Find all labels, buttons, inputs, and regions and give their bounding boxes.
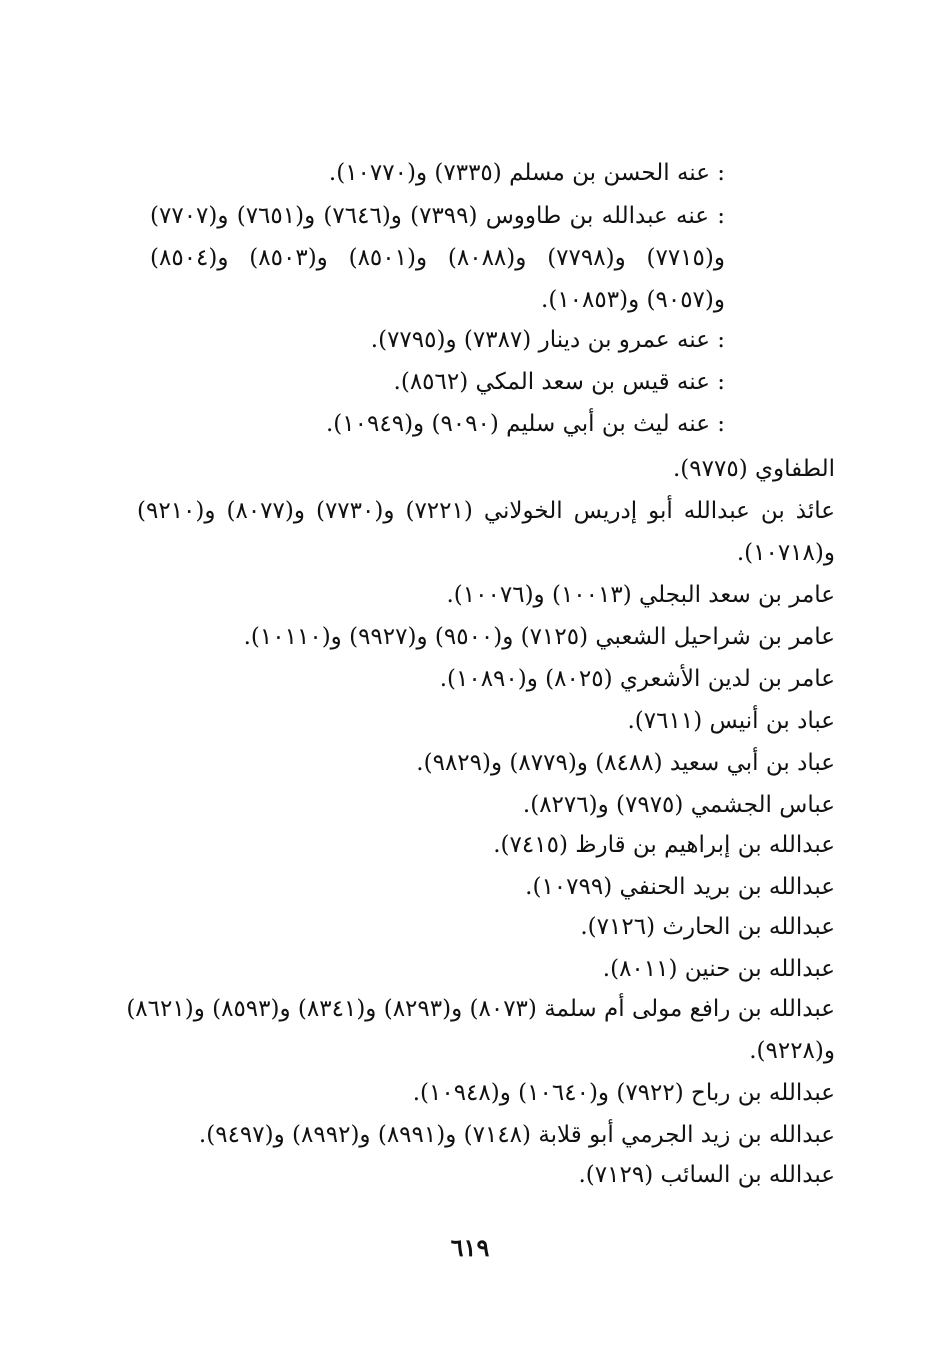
- index-line: : عنه قيس بن سعد المكي (٨٥٦٢).: [393, 369, 725, 395]
- index-line: و(٧٧١٥) و(٧٧٩٨) و(٨٠٨٨) و(٨٥٠١) و(٨٥٠٣) و(٨٥٠٤): [150, 245, 725, 271]
- index-entry: الطفاوي (٩٧٧٥).: [672, 456, 835, 482]
- index-line: و(٩٠٥٧) و(١٠٨٥٣).: [541, 287, 725, 313]
- index-entry: عبدالله بن رباح (٧٩٢٢) و(١٠٦٤٠) و(١٠٩٤٨).: [412, 1080, 835, 1106]
- index-entry: عبدالله بن بريد الحنفي (١٠٧٩٩).: [525, 874, 835, 900]
- index-entry: عبدالله بن الحارث (٧١٢٦).: [580, 914, 835, 940]
- index-entry: عباس الجشمي (٧٩٧٥) و(٨٢٧٦).: [522, 792, 835, 818]
- index-entry: عائذ بن عبدالله أبو إدريس الخولاني (٧٢٢١) و(٧٧٣٠) و(٨٠٧٧) و(٩٢١٠): [137, 498, 835, 524]
- index-line: : عنه ليث بن أبي سليم (٩٠٩٠) و(١٠٩٤٩).: [326, 411, 725, 437]
- index-entry-continuation: و(١٠٧١٨).: [736, 540, 835, 566]
- index-entry: عبدالله بن زيد الجرمي أبو قلابة (٧١٤٨) و(٨٩٩١) و(٨٩٩٢) و(٩٤٩٧).: [198, 1122, 835, 1148]
- index-entry: عباد بن أبي سعيد (٨٤٨٨) و(٨٧٧٩) و(٩٨٢٩).: [416, 750, 835, 776]
- index-line: : عنه الحسن بن مسلم (٧٣٣٥) و(١٠٧٧٠).: [328, 160, 725, 186]
- index-entry: عامر بن شراحيل الشعبي (٧١٢٥) و(٩٥٠٠) و(٩٩٢٧) و(١٠١١٠).: [243, 624, 835, 650]
- index-line: : عنه عبدالله بن طاووس (٧٣٩٩) و(٧٦٤٦) و(٧٦٥١) و(٧٧٠٧): [150, 203, 725, 229]
- index-entry: عامر بن لدين الأشعري (٨٠٢٥) و(١٠٨٩٠).: [439, 666, 835, 692]
- index-entry: عبدالله بن رافع مولى أم سلمة (٨٠٧٣) و(٨٢٩٣) و(٨٣٤١) و(٨٥٩٣) و(٨٦٢١): [126, 996, 835, 1022]
- index-entry: عبدالله بن إبراهيم بن قارظ (٧٤١٥).: [493, 832, 835, 858]
- index-entry: عبدالله بن السائب (٧١٢٩).: [578, 1162, 835, 1188]
- index-entry: عامر بن سعد البجلي (١٠٠١٣) و(١٠٠٧٦).: [446, 582, 835, 608]
- index-line: : عنه عمرو بن دينار (٧٣٨٧) و(٧٧٩٥).: [370, 327, 725, 353]
- index-entry: عباد بن أنيس (٧٦١١).: [627, 708, 835, 734]
- index-entry-continuation: و(٩٢٢٨).: [749, 1038, 835, 1064]
- index-entry: عبدالله بن حنين (٨٠١١).: [602, 956, 835, 982]
- page-number: ٦١٩: [450, 1233, 490, 1262]
